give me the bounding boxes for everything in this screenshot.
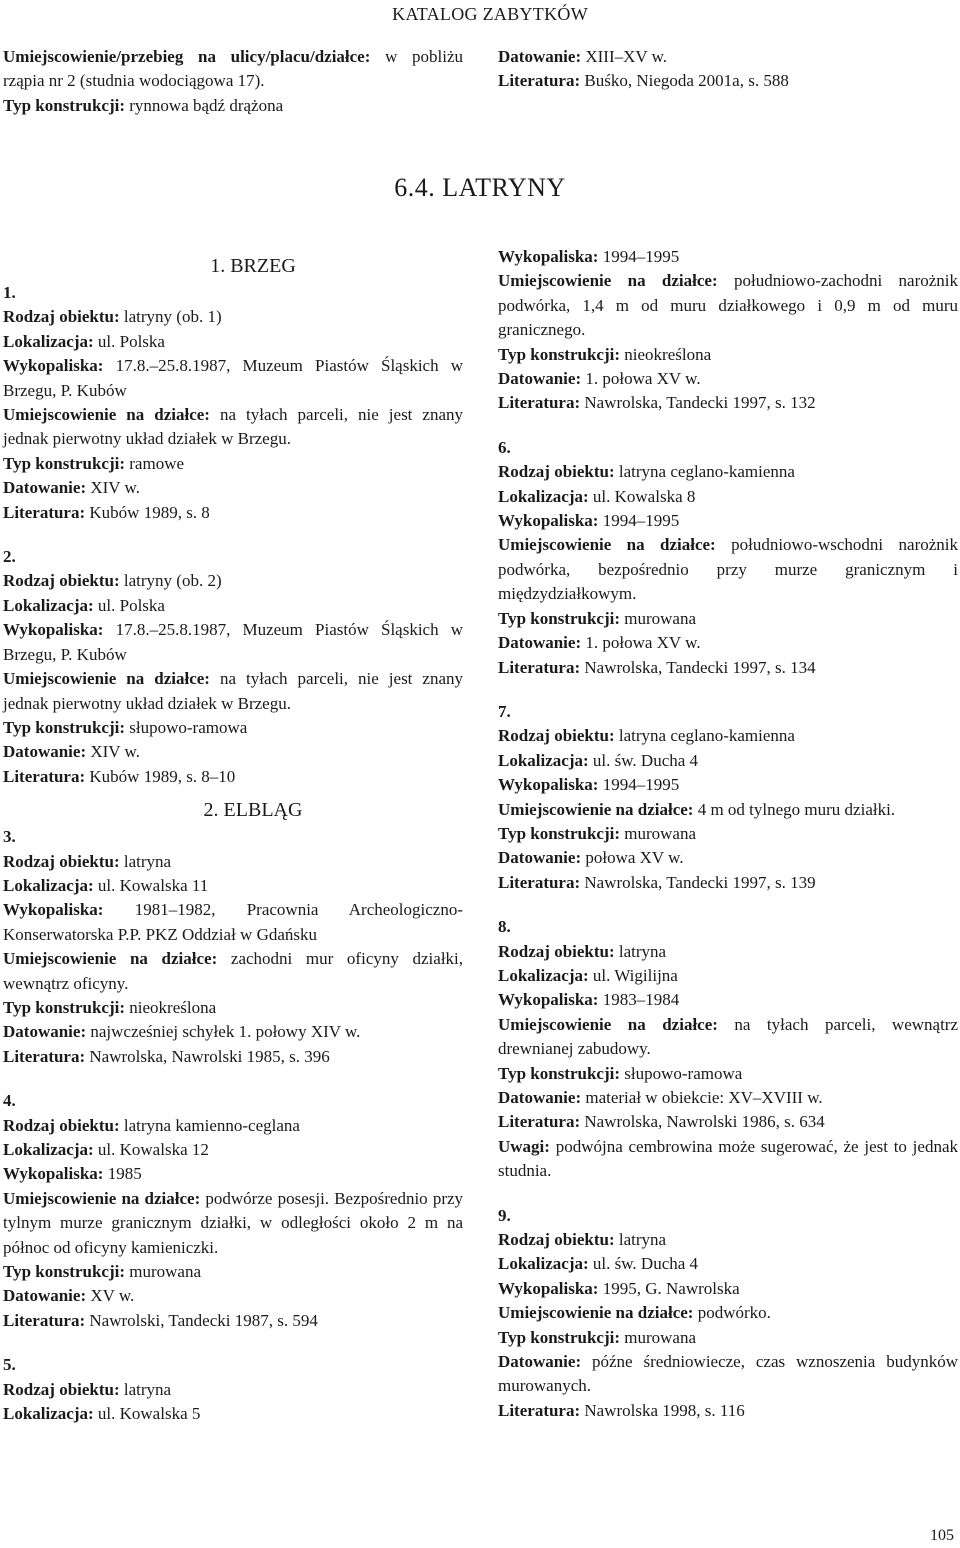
field-value: późne średniowiecze, czas wznoszenia budynków murowanych. bbox=[498, 1352, 958, 1396]
entry-number: 4. bbox=[3, 1091, 16, 1111]
field-value: Nawrolska, Nawrolski 1986, s. 634 bbox=[584, 1112, 825, 1132]
field-label: Rodzaj obiektu: bbox=[498, 941, 615, 961]
field-value: latryna ceglano-kamienna bbox=[618, 726, 795, 746]
field-label: Rodzaj obiektu: bbox=[3, 307, 120, 327]
field-label: Lokalizacja: bbox=[3, 331, 94, 351]
field-label: Typ konstrukcji: bbox=[498, 1327, 621, 1347]
field-label: Literatura: bbox=[3, 766, 86, 786]
field-literature: Literatura: Buśko, Niegoda 2001a, s. 588 bbox=[498, 71, 789, 91]
page-number: 105 bbox=[930, 1527, 954, 1544]
entry-number: 2. bbox=[3, 547, 16, 567]
city-heading-elblag: 2. ELBLĄG bbox=[203, 799, 303, 822]
field-value: Nawrolska, Tandecki 1997, s. 139 bbox=[584, 872, 816, 892]
field-label: Literatura: bbox=[3, 1310, 86, 1330]
field-value: 1983–1984 bbox=[602, 990, 680, 1010]
field-value: murowana bbox=[624, 1327, 697, 1347]
field-label: Umiejscowienie na działce: bbox=[498, 1014, 718, 1034]
catalog-entry bbox=[3, 1089, 463, 1333]
entry-field bbox=[3, 1020, 463, 1044]
field-label: Datowanie: bbox=[498, 1088, 582, 1107]
field-label: Literatura: bbox=[498, 657, 581, 677]
entry-field bbox=[498, 391, 958, 415]
field-value: podwórko. bbox=[697, 1303, 771, 1323]
entry-field bbox=[3, 1138, 463, 1162]
field-value: Nawrolski, Tandecki 1987, s. 594 bbox=[89, 1310, 318, 1330]
entry-number: 3. bbox=[3, 827, 16, 847]
field-value: 1995, G. Nawrolska bbox=[602, 1278, 740, 1298]
field-label: Typ konstrukcji: bbox=[498, 608, 621, 628]
field-value: Nawrolska, Tandecki 1997, s. 132 bbox=[584, 393, 816, 413]
field-label: Umiejscowienie na działce: bbox=[498, 271, 718, 291]
field-label: Rodzaj obiektu: bbox=[498, 462, 615, 482]
field-value: latryny (ob. 2) bbox=[123, 571, 222, 591]
field-value: ul. Kowalska 12 bbox=[97, 1140, 209, 1159]
field-label: Wykopaliska: bbox=[3, 1164, 104, 1184]
field-value: południowo-zachodni narożnik podwórka, 1,4 m od muru działkowego i 0,9 m od muru granicznego. bbox=[498, 271, 959, 340]
field-label: Wykopaliska: bbox=[3, 620, 104, 640]
field-value: ul. Kowalska 8 bbox=[592, 486, 696, 506]
entry-field bbox=[3, 594, 463, 618]
entry-number: 8. bbox=[498, 917, 511, 937]
field-value: ramowe bbox=[129, 453, 185, 473]
entry-field bbox=[498, 1086, 958, 1110]
entry-field bbox=[498, 773, 958, 797]
field-label: Wykopaliska: bbox=[498, 775, 599, 795]
field-dating: Datowanie: XIII–XV w. bbox=[498, 47, 668, 66]
field-value: latryna bbox=[618, 1230, 667, 1250]
field-value: połowa XV w. bbox=[585, 848, 684, 868]
entry-field bbox=[3, 1309, 463, 1333]
entry-field bbox=[3, 403, 463, 452]
field-label: Datowanie: bbox=[3, 1022, 87, 1042]
field-label: Typ konstrukcji: bbox=[3, 1262, 126, 1282]
field-value: Nawrolska 1998, s. 116 bbox=[584, 1400, 745, 1420]
entry-field bbox=[498, 1062, 958, 1086]
field-label: Rodzaj obiektu: bbox=[3, 1379, 120, 1399]
field-value: ul. Kowalska 5 bbox=[97, 1404, 201, 1424]
field-label: Rodzaj obiektu: bbox=[3, 851, 120, 871]
field-value: latryny (ob. 1) bbox=[123, 307, 222, 327]
entry-field bbox=[498, 1399, 958, 1423]
entry-field bbox=[498, 343, 958, 367]
field-label: Rodzaj obiektu: bbox=[498, 726, 615, 746]
field-value: ul. św. Ducha 4 bbox=[592, 750, 699, 770]
field-value: 1994–1995 bbox=[602, 247, 680, 266]
field-value: 1994–1995 bbox=[602, 511, 680, 531]
entry-field bbox=[498, 871, 958, 895]
field-label: Typ konstrukcji: bbox=[498, 823, 621, 843]
entry-field bbox=[3, 947, 463, 996]
field-value: latryna bbox=[123, 851, 172, 871]
entry-field bbox=[498, 509, 958, 533]
field-label: Literatura: bbox=[3, 502, 86, 522]
field-label: Umiejscowienie na działce: bbox=[3, 949, 218, 969]
field-value: ul. Polska bbox=[97, 331, 165, 351]
catalog-entry bbox=[498, 1204, 958, 1424]
field-label: Datowanie: bbox=[3, 478, 87, 498]
field-construction: Typ konstrukcji: rynnowa bądź drążona bbox=[3, 95, 284, 115]
entry-field bbox=[3, 501, 463, 525]
entry-field bbox=[3, 850, 463, 874]
entry-field bbox=[3, 716, 463, 740]
entry-field bbox=[3, 667, 463, 716]
field-label: Literatura: bbox=[498, 1112, 581, 1132]
field-value: 4 m od tylnego muru działki. bbox=[697, 799, 896, 819]
field-label: Datowanie: bbox=[498, 633, 582, 653]
city-heading-brzeg: 1. BRZEG bbox=[210, 255, 296, 277]
section-title: 6.4. LATRYNY bbox=[394, 173, 566, 202]
field-label: Typ konstrukcji: bbox=[3, 717, 126, 737]
field-label: Lokalizacja: bbox=[3, 1404, 94, 1424]
field-label: Lokalizacja: bbox=[498, 965, 589, 985]
field-label: Wykopaliska: bbox=[498, 247, 599, 266]
entry-field bbox=[498, 1277, 958, 1301]
entry-field bbox=[498, 367, 958, 391]
entry-field bbox=[3, 740, 463, 764]
field-label: Lokalizacja: bbox=[498, 750, 589, 770]
entry-field bbox=[498, 631, 958, 655]
field-label: Umiejscowienie na działce: bbox=[498, 535, 716, 555]
field-location: Umiejscowienie/przebieg na ulicy/placu/działce: w pobliżu rząpia nr 2 (studnia wodociągowa 17). bbox=[3, 47, 463, 91]
entry-field bbox=[3, 354, 463, 403]
entry-field bbox=[498, 749, 958, 773]
catalog-entry bbox=[3, 281, 463, 525]
field-value: na tyłach parceli, nie jest znany jednak pierwotny układ działek w Brzegu. bbox=[3, 669, 463, 713]
entry-field bbox=[3, 1162, 463, 1186]
field-label: Datowanie: bbox=[498, 848, 582, 868]
field-value: latryna bbox=[123, 1379, 172, 1399]
field-label: Rodzaj obiektu: bbox=[498, 1230, 615, 1250]
left-column bbox=[3, 253, 463, 1446]
field-label: Datowanie: bbox=[498, 369, 582, 389]
field-label: Typ konstrukcji: bbox=[3, 453, 126, 473]
entry-number: 6. bbox=[498, 437, 511, 457]
field-value: ul. św. Ducha 4 bbox=[592, 1254, 699, 1274]
field-label: Literatura: bbox=[498, 393, 581, 413]
field-value: ul. Polska bbox=[97, 595, 165, 615]
entry-field bbox=[498, 822, 958, 846]
field-label: Datowanie: bbox=[3, 742, 87, 762]
field-value: 17.8.–25.8.1987, Muzeum Piastów Śląskich w Brzegu, P. Kubów bbox=[3, 356, 463, 400]
field-value: latryna ceglano-kamienna bbox=[618, 462, 795, 482]
field-value: na tyłach parceli, wewnątrz drewnianej zabudowy. bbox=[498, 1014, 959, 1059]
entry-number: 5. bbox=[3, 1355, 16, 1375]
entry-field bbox=[498, 245, 958, 269]
field-label: Wykopaliska: bbox=[3, 900, 104, 920]
entry-field bbox=[498, 988, 958, 1012]
catalog-entry bbox=[3, 825, 463, 1069]
entry-field bbox=[3, 1114, 463, 1138]
continuation-left bbox=[3, 45, 463, 118]
entry-field bbox=[3, 1260, 463, 1284]
field-label: Lokalizacja: bbox=[3, 595, 94, 615]
entry-field bbox=[498, 1135, 958, 1184]
field-value: nieokreślona bbox=[624, 344, 712, 364]
entry-field bbox=[3, 1187, 463, 1260]
field-label: Datowanie: bbox=[3, 1286, 87, 1306]
field-label: Umiejscowienie na działce: bbox=[498, 1303, 694, 1323]
field-label: Literatura: bbox=[498, 872, 581, 892]
entry-number: 7. bbox=[498, 701, 511, 721]
catalog-entry bbox=[498, 700, 958, 895]
entry-field bbox=[498, 607, 958, 631]
field-value: Nawrolska, Tandecki 1997, s. 134 bbox=[584, 657, 816, 677]
entry-field bbox=[498, 724, 958, 748]
field-value: słupowo-ramowa bbox=[624, 1063, 743, 1083]
entry-field bbox=[3, 476, 463, 500]
field-label: Lokalizacja: bbox=[3, 1140, 94, 1159]
field-value: podwójna cembrowina może sugerować, że jest to jednak studnia. bbox=[498, 1136, 958, 1181]
field-value: na tyłach parceli, nie jest znany jednak pierwotny układ działek w Brzegu. bbox=[3, 405, 463, 449]
entry-field bbox=[3, 765, 463, 789]
entry-field bbox=[3, 1284, 463, 1308]
field-label: Rodzaj obiektu: bbox=[3, 1115, 120, 1135]
field-label: Uwagi: bbox=[498, 1136, 550, 1156]
entry-field bbox=[498, 798, 958, 822]
field-label: Typ konstrukcji: bbox=[3, 997, 126, 1017]
catalog-entry bbox=[3, 545, 463, 789]
field-label: Umiejscowienie na działce: bbox=[498, 799, 694, 819]
field-value: materiał w obiekcie: XV–XVIII w. bbox=[585, 1088, 823, 1107]
entry-field bbox=[498, 1228, 958, 1252]
field-value: 1985 bbox=[107, 1164, 142, 1184]
entry-field bbox=[3, 1402, 463, 1426]
field-value: ul. Kowalska 11 bbox=[97, 875, 209, 895]
entry-field bbox=[3, 874, 463, 898]
field-value: XIV w. bbox=[90, 478, 140, 498]
field-value: XV w. bbox=[90, 1286, 135, 1306]
entry-field bbox=[498, 656, 958, 680]
entry-field bbox=[498, 1301, 958, 1325]
entry-field bbox=[498, 964, 958, 988]
field-label: Literatura: bbox=[3, 1046, 86, 1066]
field-value: Nawrolska, Nawrolski 1985, s. 396 bbox=[89, 1046, 330, 1066]
field-value: Kubów 1989, s. 8–10 bbox=[89, 766, 236, 786]
entry-field bbox=[498, 846, 958, 870]
field-label: Lokalizacja: bbox=[498, 1254, 589, 1274]
entry-field bbox=[3, 569, 463, 593]
field-value: południowo-wschodni narożnik podwórka, bezpośrednio przy murze granicznym i międzydziałkowym. bbox=[498, 535, 959, 604]
entry-field bbox=[3, 898, 463, 947]
field-value: nieokreślona bbox=[129, 997, 217, 1017]
field-value: murowana bbox=[624, 823, 697, 843]
field-value: słupowo-ramowa bbox=[129, 717, 248, 737]
field-value: 1. połowa XV w. bbox=[585, 633, 701, 653]
entry-field bbox=[3, 1378, 463, 1402]
catalog-entry-continued bbox=[498, 245, 958, 416]
field-value: murowana bbox=[624, 608, 697, 628]
field-value: najwcześniej schyłek 1. połowy XIV w. bbox=[90, 1022, 361, 1042]
field-value: Kubów 1989, s. 8 bbox=[89, 502, 210, 522]
catalog-entry bbox=[498, 915, 958, 1183]
entry-field bbox=[3, 305, 463, 329]
field-value: ul. Wigilijna bbox=[592, 965, 678, 985]
continuation-right bbox=[498, 45, 958, 94]
field-label: Rodzaj obiektu: bbox=[3, 571, 120, 591]
field-label: Wykopaliska: bbox=[498, 1278, 599, 1298]
field-value: 1981–1982, Pracownia Archeologiczno-Konserwatorska P.P. PKZ Oddział w Gdańsku bbox=[3, 900, 463, 944]
field-value: 1994–1995 bbox=[602, 775, 680, 795]
entry-field bbox=[498, 1326, 958, 1350]
field-label: Wykopaliska: bbox=[3, 356, 104, 376]
field-value: murowana bbox=[129, 1262, 202, 1282]
field-label: Lokalizacja: bbox=[498, 486, 589, 506]
entry-field bbox=[498, 1350, 958, 1399]
running-header: KATALOG ZABYTKÓW bbox=[392, 4, 588, 24]
field-label: Lokalizacja: bbox=[3, 875, 94, 895]
entry-field bbox=[3, 996, 463, 1020]
entry-field bbox=[498, 460, 958, 484]
entry-field bbox=[3, 330, 463, 354]
field-label: Umiejscowienie na działce: bbox=[3, 405, 210, 425]
entry-field bbox=[3, 452, 463, 476]
field-value: podwórze posesji. Bezpośrednio przy tylnym murze granicznym działki, w odległości około 2 m na północ od oficyny kamieniczki. bbox=[3, 1188, 464, 1257]
catalog-entry bbox=[3, 1353, 463, 1426]
field-label: Umiejscowienie na działce: bbox=[3, 669, 210, 689]
entry-field bbox=[3, 1045, 463, 1069]
field-value: latryna bbox=[618, 941, 667, 961]
entry-field bbox=[498, 485, 958, 509]
field-label: Literatura: bbox=[498, 1400, 581, 1420]
field-value: XIV w. bbox=[90, 742, 140, 762]
entry-field bbox=[498, 269, 958, 342]
catalog-entry bbox=[498, 436, 958, 680]
field-value: zachodni mur oficyny działki, wewnątrz oficyny. bbox=[3, 949, 464, 993]
right-column bbox=[498, 245, 958, 1443]
entry-field bbox=[498, 533, 958, 606]
entry-field bbox=[498, 940, 958, 964]
field-label: Wykopaliska: bbox=[498, 511, 599, 531]
field-value: 1. połowa XV w. bbox=[585, 369, 701, 389]
entry-number: 1. bbox=[3, 283, 16, 302]
field-value: 17.8.–25.8.1987, Muzeum Piastów Śląskich w Brzegu, P. Kubów bbox=[3, 620, 463, 664]
field-label: Umiejscowienie na działce: bbox=[3, 1188, 201, 1208]
entry-field bbox=[498, 1013, 958, 1062]
entry-field bbox=[498, 1252, 958, 1276]
entry-number: 9. bbox=[498, 1205, 511, 1225]
field-value: latryna kamienno-ceglana bbox=[123, 1115, 300, 1135]
entry-field bbox=[3, 618, 463, 667]
field-label: Wykopaliska: bbox=[498, 990, 599, 1010]
field-label: Typ konstrukcji: bbox=[498, 1063, 621, 1083]
field-label: Datowanie: bbox=[498, 1352, 582, 1372]
entry-field bbox=[498, 1110, 958, 1134]
field-label: Typ konstrukcji: bbox=[498, 344, 621, 364]
